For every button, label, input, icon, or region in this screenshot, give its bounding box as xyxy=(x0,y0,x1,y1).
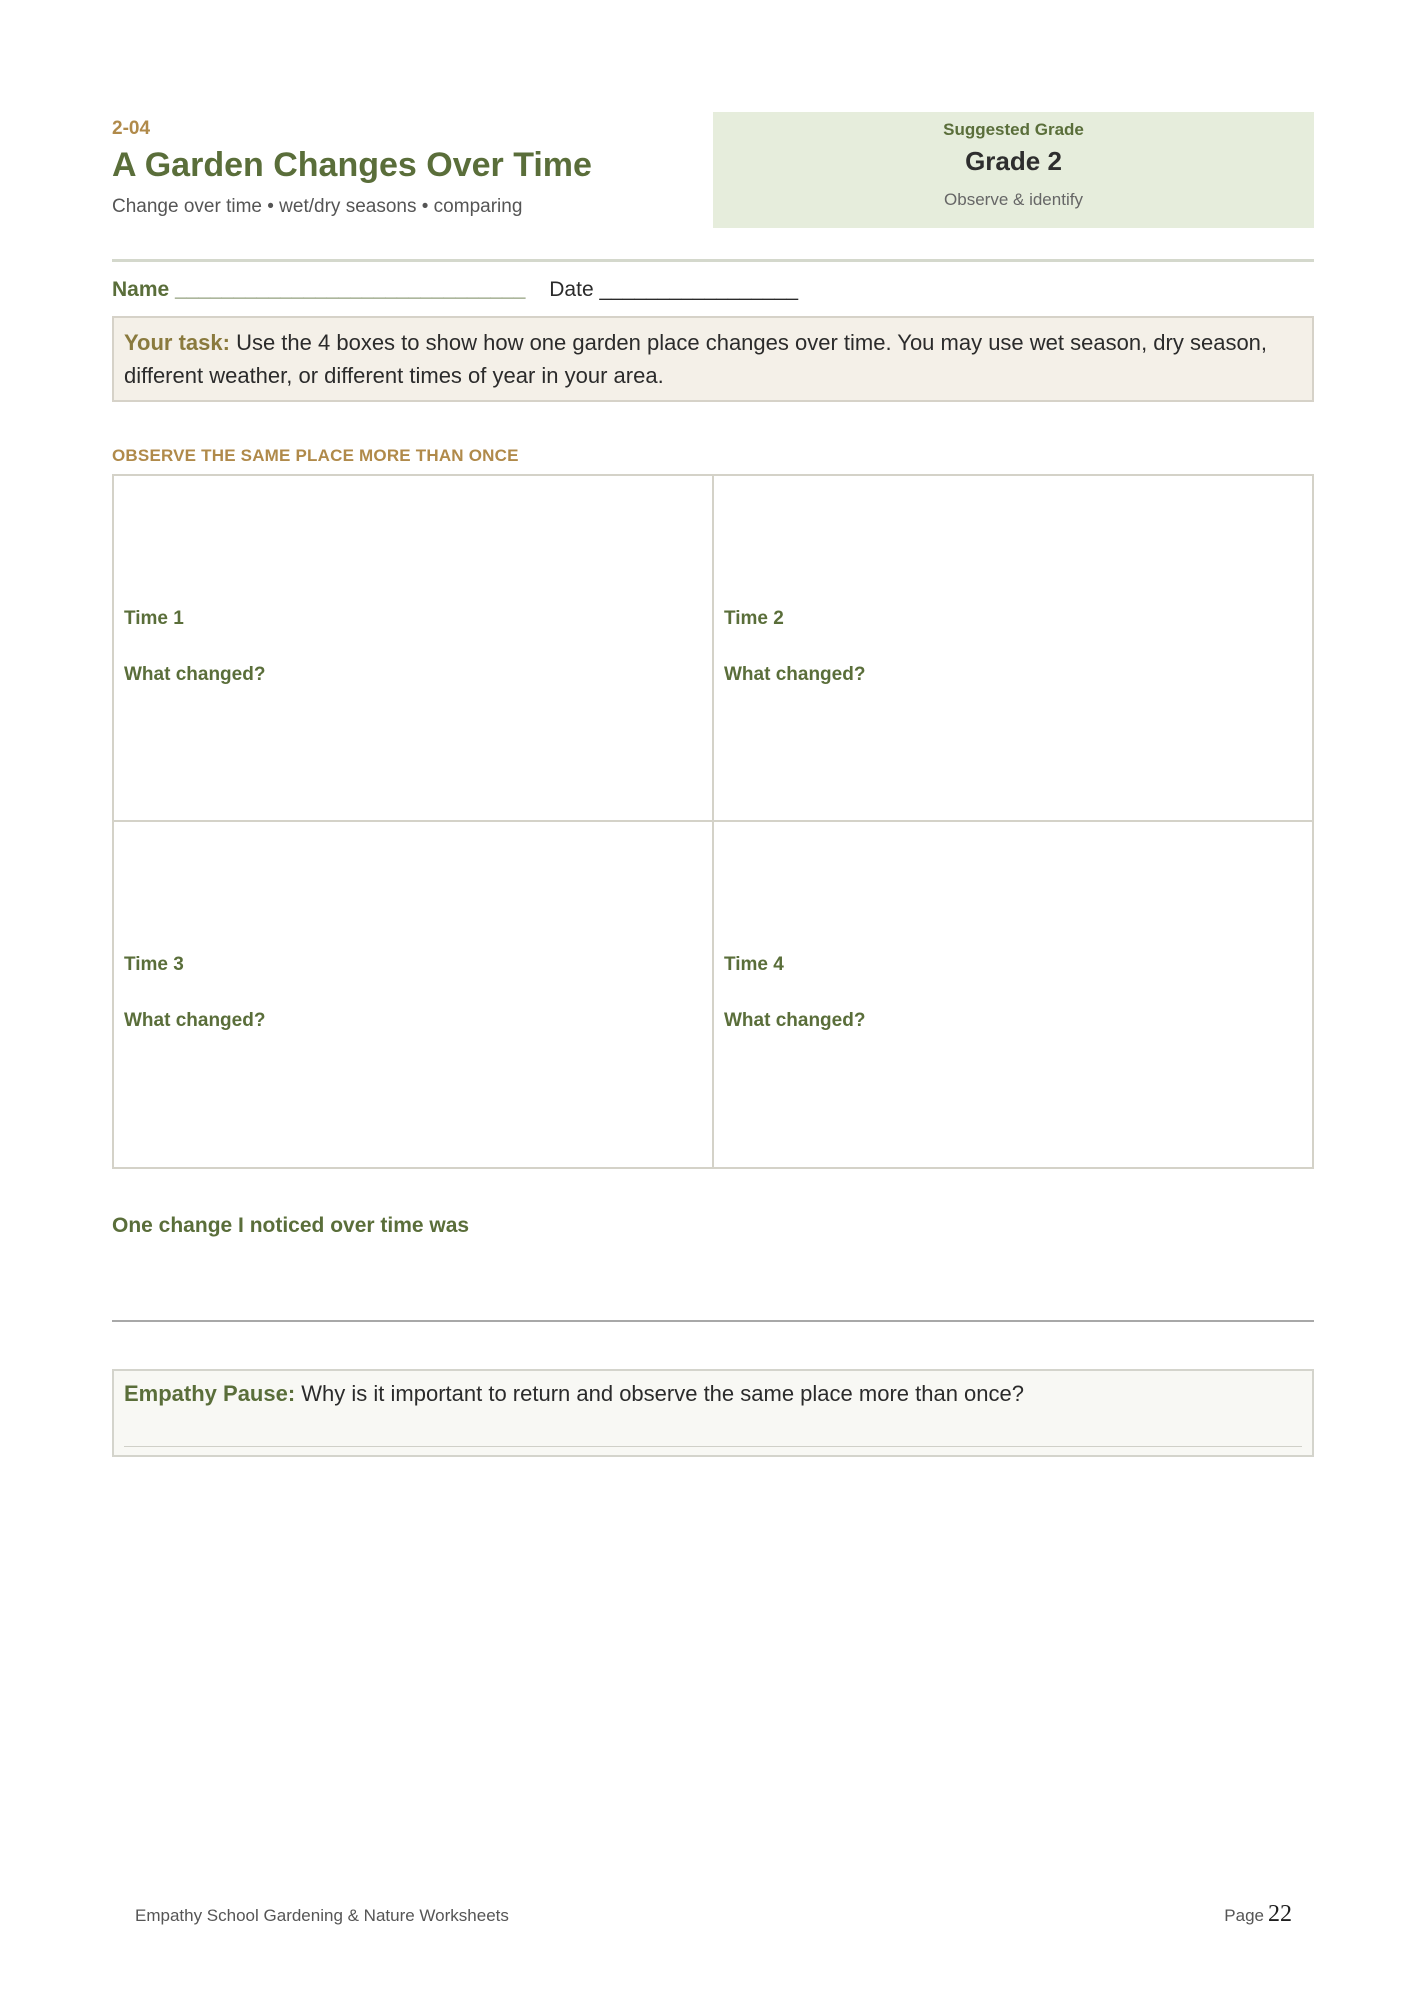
name-field[interactable]: Name ______________________________ xyxy=(112,278,526,301)
grade-note: Observe & identify xyxy=(944,190,1083,209)
page-label: Page xyxy=(1224,1906,1264,1925)
observation-box-3[interactable] xyxy=(114,822,714,1168)
page-title: A Garden Changes Over Time xyxy=(112,146,592,184)
worksheet-code: 2-04 xyxy=(112,118,151,139)
box-question: What changed? xyxy=(124,664,266,685)
empathy-pause-box xyxy=(112,1369,1314,1457)
page-subtitle: Change over time • wet/dry seasons • comparing xyxy=(112,196,523,217)
change-prompt: One change I noticed over time was xyxy=(112,1214,470,1237)
grade-label: Suggested Grade xyxy=(943,120,1084,139)
name-date-row xyxy=(112,278,798,302)
footer-page xyxy=(1224,1901,1292,1928)
box-question: What changed? xyxy=(124,1010,266,1031)
observation-grid xyxy=(112,474,1314,1169)
box-time-label: Time 1 xyxy=(124,608,184,629)
box-time-label: Time 4 xyxy=(724,954,784,975)
header-divider xyxy=(112,259,1314,262)
empathy-question xyxy=(124,1381,1024,1407)
footer-publication: Empathy School Gardening & Nature Worksheets xyxy=(135,1906,509,1925)
empathy-label: Empathy Pause: xyxy=(124,1381,296,1406)
page-number: 22 xyxy=(1268,1901,1292,1927)
observation-box-1[interactable] xyxy=(114,476,714,822)
section-heading: OBSERVE THE SAME PLACE MORE THAN ONCE xyxy=(112,446,519,465)
box-time-label: Time 3 xyxy=(124,954,184,975)
box-question: What changed? xyxy=(724,1010,866,1031)
suggested-grade-panel xyxy=(713,112,1314,228)
observation-box-2[interactable] xyxy=(714,476,1314,822)
task-instructions xyxy=(112,316,1314,402)
date-field[interactable]: Date _________________ xyxy=(549,278,799,301)
observation-box-4[interactable] xyxy=(714,822,1314,1168)
empathy-answer-line[interactable] xyxy=(124,1446,1302,1447)
box-time-label: Time 2 xyxy=(724,608,784,629)
change-answer-line[interactable] xyxy=(112,1320,1314,1322)
grade-value: Grade 2 xyxy=(965,146,1062,176)
task-label: Your task: xyxy=(124,330,230,355)
task-text: Use the 4 boxes to show how one garden place changes over time. You may use wet season, dry season, different weather, or different times of year in your area. xyxy=(124,330,1268,388)
box-question: What changed? xyxy=(724,664,866,685)
empathy-text: Why is it important to return and observe the same place more than once? xyxy=(295,1381,1024,1406)
